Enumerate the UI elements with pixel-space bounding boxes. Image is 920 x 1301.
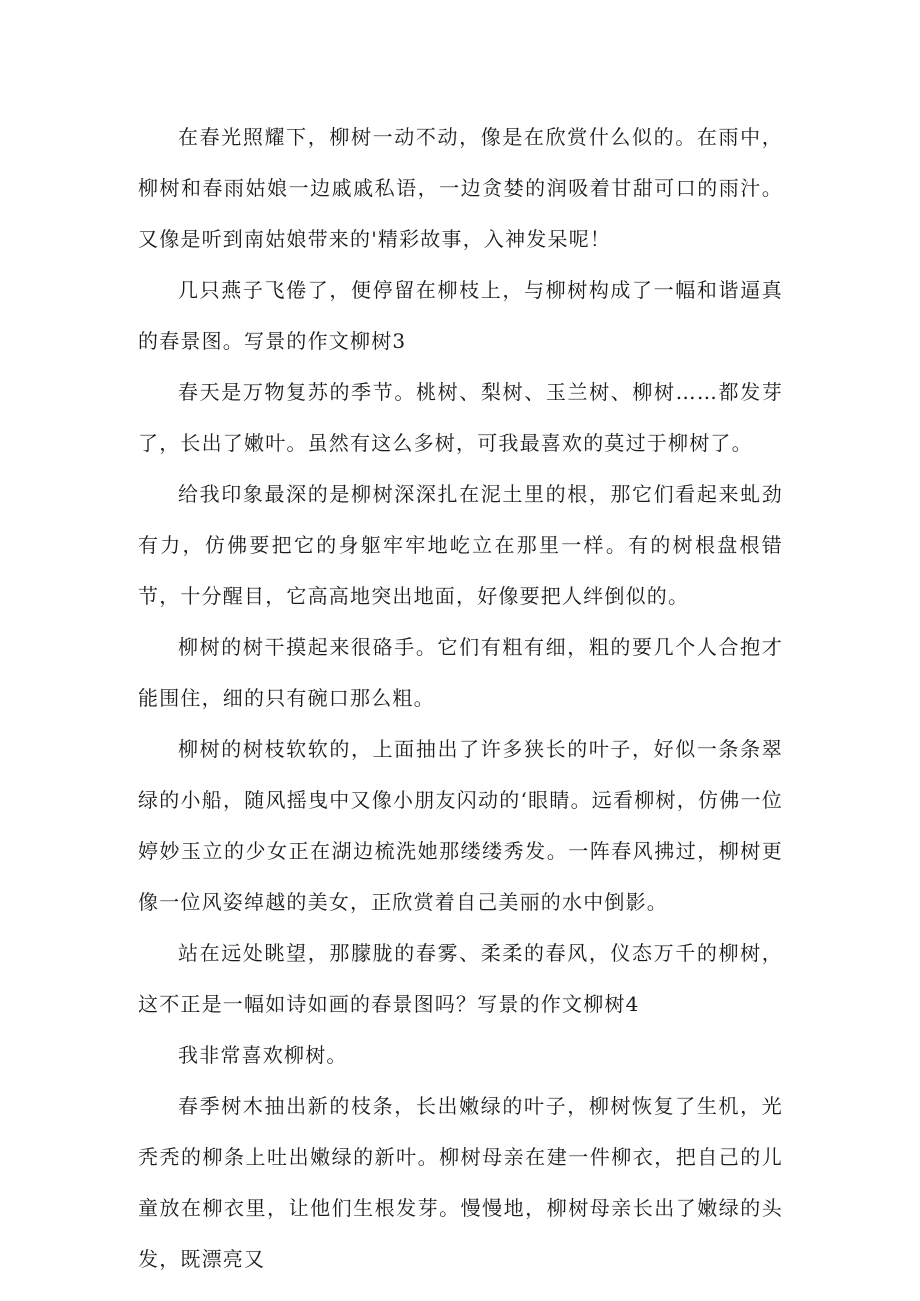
article-body [138,112,783,1285]
paragraph-5: 柳树的树干摸起来很硌手。它们有粗有细，粗的要几个人合抱才能围住，细的只有碗口那么粗。 [138,635,783,710]
paragraph-7: 站在远处眺望，那朦胧的春雾、柔柔的春风，仪态万千的柳树，这不正是一幅如诗如画的春景图吗？写景的作文柳树4 [138,941,783,1016]
paragraph-4: 给我印象最深的是柳树深深扎在泥土里的根，那它们看起来虬劲有力，仿佛要把它的身躯牢牢地屹立在那里一样。有的树根盘根错节，十分醒目，它高高地突出地面，好像要把人绊倒似的。 [138,482,783,608]
paragraph-6: 柳树的树枝软软的，上面抽出了许多狭长的叶子，好似一条条翠绿的小船，随风摇曳中又像小朋友闪动的‘眼睛。远看柳树，仿佛一位婷妙玉立的少女正在湖边梳洗她那缕缕秀发。一阵春风拂过，柳树更像一位风姿绰越的美女，正欣赏着自己美丽的水中倒影。 [138,737,783,914]
paragraph-1: 在春光照耀下，柳树一动不动，像是在欣赏什么似的。在雨中，柳树和春雨姑娘一边戚戚私语，一边贪婪的润吸着甘甜可口的雨汁。又像是听到南姑娘带来的'精彩故事，入神发呆呢！ [138,125,783,251]
paragraph-9: 春季树木抽出新的枝条，长出嫩绿的叶子，柳树恢复了生机，光秃秃的柳条上吐出嫩绿的新叶。柳树母亲在建一件柳衣，把自己的儿童放在柳衣里，让他们生根发芽。慢慢地，柳树母亲长出了嫩绿的头发，既漂亮又 [138,1094,783,1271]
paragraph-2: 几只燕子飞倦了，便停留在柳枝上，与柳树构成了一幅和谐逼真的春景图。写景的作文柳树3 [138,278,783,353]
paragraph-3: 春天是万物复苏的季节。桃树、梨树、玉兰树、柳树……都发芽了，长出了嫩叶。虽然有这么多树，可我最喜欢的莫过于柳树了。 [138,380,783,455]
paragraph-8: 我非常喜欢柳树。 [178,1043,348,1067]
